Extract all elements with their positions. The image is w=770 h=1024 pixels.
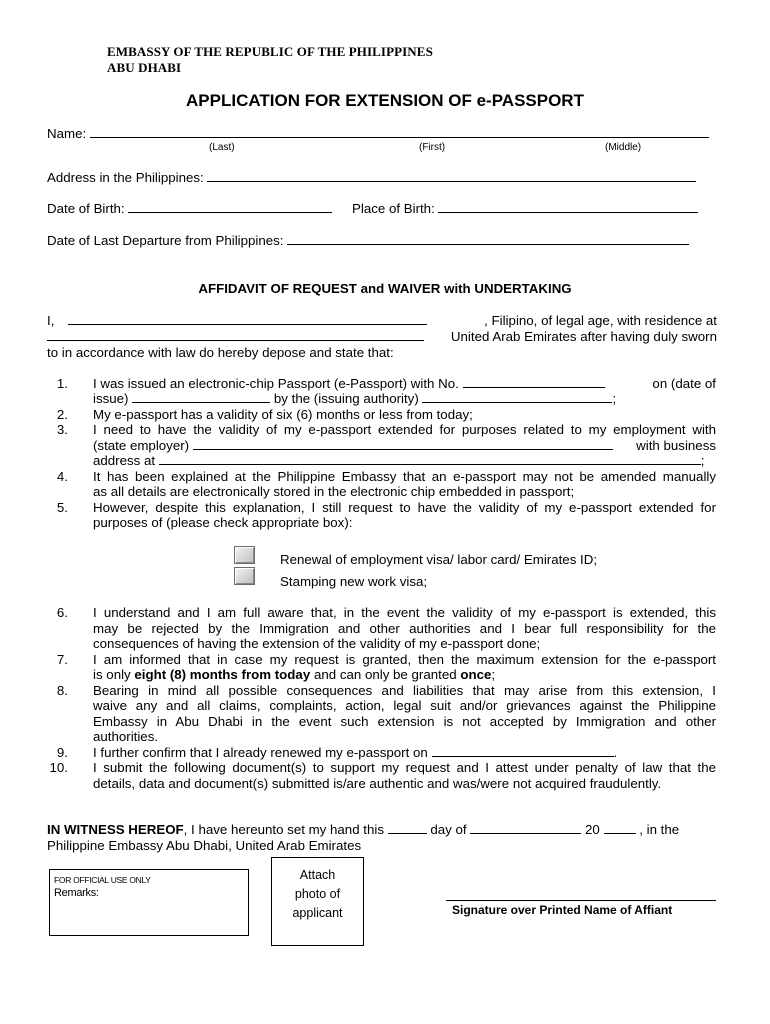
item-number: 8. bbox=[56, 683, 68, 698]
address-field[interactable] bbox=[207, 170, 696, 182]
item-9-line bbox=[93, 745, 617, 761]
business-address-field[interactable] bbox=[159, 453, 701, 465]
item-1-date-text: on (date of bbox=[652, 376, 716, 391]
item-number: 2. bbox=[56, 407, 68, 422]
address-row bbox=[47, 170, 696, 186]
dob-field[interactable] bbox=[128, 201, 332, 213]
affidavit-heading: AFFIDAVIT OF REQUEST and WAIVER with UNDERTAKING bbox=[198, 281, 572, 296]
item-1-line-1 bbox=[93, 376, 716, 392]
item-5-line-2: purposes of (please check appropriate box): bbox=[93, 515, 353, 530]
signature-label: Signature over Printed Name of Affiant bbox=[452, 903, 673, 917]
photo-line-1: Attach bbox=[299, 868, 336, 882]
witness-year-prefix: 20 bbox=[585, 822, 600, 837]
item-3-address: address at bbox=[93, 453, 156, 468]
witness-month-field[interactable] bbox=[470, 822, 581, 834]
item-1-semicolon: ; bbox=[612, 391, 617, 406]
embassy-name: EMBASSY OF THE REPUBLIC OF THE PHILIPPINES bbox=[107, 44, 433, 59]
affiant-name-field[interactable] bbox=[68, 313, 427, 325]
intro-line-2 bbox=[47, 329, 717, 345]
witness-bold: IN WITNESS HEREOF bbox=[47, 822, 184, 837]
issue-date-field[interactable] bbox=[132, 391, 270, 403]
embassy-city: ABU DHABI bbox=[107, 60, 182, 75]
item-number: 10. bbox=[49, 760, 68, 775]
photo-instructions bbox=[272, 866, 363, 923]
item-5-line-1: However, despite this explanation, I still request to have the validity of my e-passport extended for bbox=[93, 500, 716, 515]
witness-year-field[interactable] bbox=[604, 822, 636, 834]
renewal-date-field[interactable] bbox=[432, 745, 614, 757]
item-7-is-only: is only bbox=[93, 667, 131, 682]
stamping-checkbox[interactable] bbox=[234, 567, 255, 585]
item-3-line-2 bbox=[93, 438, 716, 454]
stamping-label: Stamping new work visa; bbox=[280, 574, 428, 589]
passport-number-field[interactable] bbox=[463, 376, 605, 388]
witness-day-field[interactable] bbox=[388, 822, 427, 834]
item-1-authority: by the (issuing authority) bbox=[273, 391, 419, 406]
item-3-business: with business bbox=[636, 438, 716, 453]
first-caption: (First) bbox=[419, 142, 446, 153]
signature-line[interactable] bbox=[446, 900, 716, 901]
item-1-line-2 bbox=[93, 391, 616, 407]
item-number: 7. bbox=[56, 652, 68, 667]
witness-in-the: , in the bbox=[639, 822, 680, 837]
name-field[interactable] bbox=[90, 126, 709, 138]
dob-label: Date of Birth: bbox=[47, 201, 125, 216]
item-number: 9. bbox=[56, 745, 68, 760]
item-number: 5. bbox=[56, 500, 68, 515]
intro-i: I, bbox=[47, 313, 55, 328]
residence-field[interactable] bbox=[47, 329, 424, 341]
intro-residence: , Filipino, of legal age, with residence at bbox=[484, 313, 717, 328]
item-7-line-1: I am informed that in case my request is granted, then the maximum extension for the e-passport bbox=[93, 652, 716, 667]
witness-text: , I have hereunto set my hand this bbox=[183, 822, 384, 837]
departure-row bbox=[47, 233, 689, 249]
witness-line-2: Philippine Embassy Abu Dhabi, United Arab Emirates bbox=[47, 838, 362, 853]
item-number: 6. bbox=[56, 605, 68, 620]
official-use-box bbox=[49, 869, 249, 936]
item-4-line-2: as all details are electronically stored in the electronic chip embedded in passport; bbox=[93, 484, 575, 499]
item-7-once: once bbox=[460, 667, 492, 682]
item-2-text: My e-passport has a validity of six (6) months or less from today; bbox=[93, 407, 473, 422]
name-row bbox=[47, 126, 709, 142]
item-6-line-3: consequences of having the extension of the validity of my e-passport done; bbox=[93, 636, 541, 651]
intro-uae: United Arab Emirates after having duly sworn bbox=[450, 329, 717, 344]
intro-line-1 bbox=[47, 313, 717, 329]
item-8-line-1: Bearing in mind all possible consequences and liabilities that may arise from this extension, I bbox=[93, 683, 716, 698]
item-9-period: . bbox=[613, 745, 618, 760]
departure-label: Date of Last Departure from Philippines: bbox=[47, 233, 284, 248]
item-8-line-2: waive any and all claims, complaints, action, legal suit and/or grievances against the Philippine bbox=[93, 698, 716, 713]
photo-line-2: photo of bbox=[294, 887, 341, 901]
item-number: 3. bbox=[56, 422, 68, 437]
departure-field[interactable] bbox=[287, 233, 689, 245]
last-caption: (Last) bbox=[209, 142, 235, 153]
item-6-line-2: may be rejected by the Immigration and other authorities and I bear full responsibility for the bbox=[93, 621, 716, 636]
item-7-semicolon: ; bbox=[491, 667, 496, 682]
item-10-line-2: details, data and document(s) submitted is/are authentic and was/were not acquired fraudulently. bbox=[93, 776, 662, 791]
item-3-employer: (state employer) bbox=[93, 438, 190, 453]
item-number: 1. bbox=[56, 376, 68, 391]
item-6-line-1: I understand and I am full aware that, in the event the validity of my e-passport is extended, this bbox=[93, 605, 716, 620]
item-8-line-4: authorities. bbox=[93, 729, 159, 744]
remarks-label: Remarks: bbox=[54, 887, 99, 899]
item-number: 4. bbox=[56, 469, 68, 484]
page-title: APPLICATION FOR EXTENSION OF e-PASSPORT bbox=[186, 91, 584, 110]
middle-caption: (Middle) bbox=[605, 142, 642, 153]
photo-line-3: applicant bbox=[292, 906, 343, 920]
item-9-text: I further confirm that I already renewed my e-passport on bbox=[93, 745, 428, 760]
item-10-line-1: I submit the following document(s) to support my request and I attest under penalty of law that the bbox=[93, 760, 716, 775]
item-4-line-1: It has been explained at the Philippine Embassy that an e-passport may not be amended manually bbox=[93, 469, 716, 484]
witness-line-1 bbox=[47, 822, 717, 838]
address-label: Address in the Philippines: bbox=[47, 170, 204, 185]
dob-row bbox=[47, 201, 332, 217]
item-3-line-1: I need to have the validity of my e-passport extended for purposes related to my employment with bbox=[93, 422, 716, 437]
item-3-semicolon: ; bbox=[700, 453, 705, 468]
pob-label: Place of Birth: bbox=[352, 201, 435, 216]
employer-field[interactable] bbox=[193, 438, 613, 450]
item-1-issue: issue) bbox=[93, 391, 129, 406]
pob-row bbox=[352, 201, 698, 217]
photo-box[interactable] bbox=[271, 857, 364, 946]
official-use-label: FOR OFFICIAL USE ONLY bbox=[54, 875, 151, 885]
item-8-line-3: Embassy in Abu Dhabi in the event such extension is not accepted by Immigration and other bbox=[93, 714, 716, 729]
name-label: Name: bbox=[47, 126, 87, 141]
renewal-checkbox[interactable] bbox=[234, 546, 255, 564]
intro-line-3: to in accordance with law do hereby depose and state that: bbox=[47, 345, 394, 360]
item-7-eight-months: eight (8) months from today bbox=[134, 667, 311, 682]
item-3-line-3 bbox=[93, 453, 705, 469]
issuing-authority-field[interactable] bbox=[422, 391, 612, 403]
item-7-granted: and can only be granted bbox=[313, 667, 457, 682]
item-7-line-2 bbox=[93, 667, 495, 683]
renewal-label: Renewal of employment visa/ labor card/ Emirates ID; bbox=[280, 552, 598, 567]
pob-field[interactable] bbox=[438, 201, 698, 213]
witness-day-of: day of bbox=[430, 822, 467, 837]
item-1-text: I was issued an electronic-chip Passport (e-Passport) with No. bbox=[93, 376, 459, 391]
